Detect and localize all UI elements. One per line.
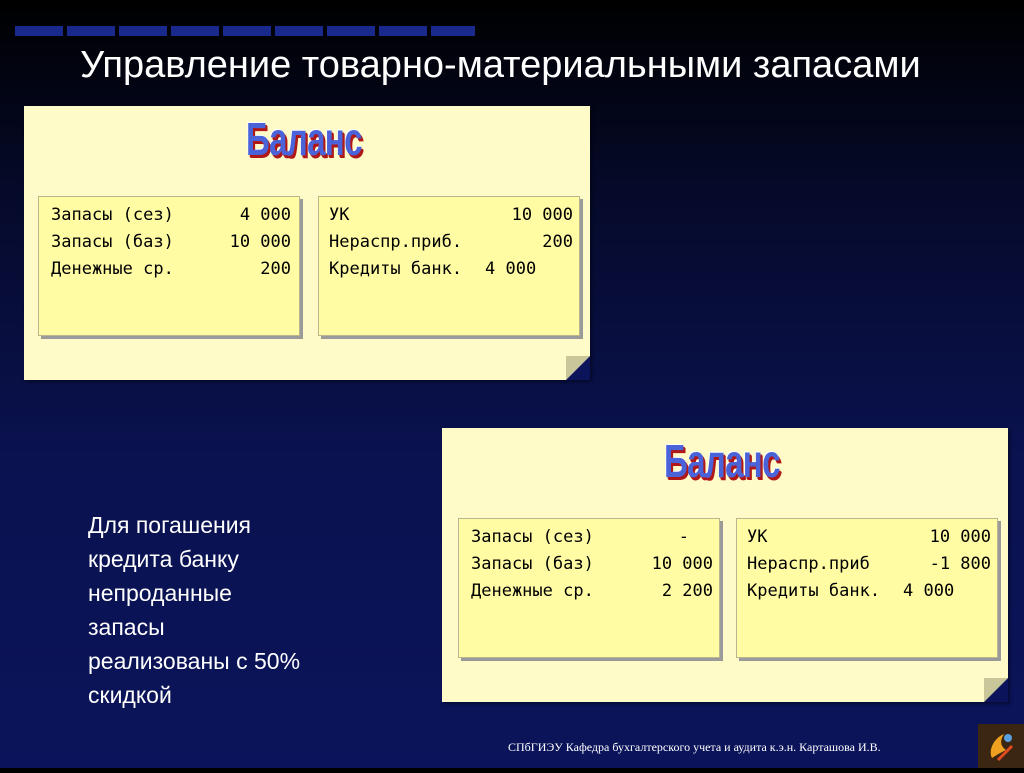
description-text <box>88 508 388 712</box>
description-line: запасы <box>88 614 165 640</box>
top-bar <box>275 26 323 36</box>
asset-label: Запасы (баз) <box>51 232 174 252</box>
page-title: Управление товарно-материальными запасами <box>80 44 921 86</box>
description-line: реализованы с 50% <box>88 648 301 674</box>
liabilities-card <box>318 196 580 336</box>
balance-note-before <box>24 106 590 380</box>
page-curl-shade <box>566 356 590 380</box>
liability-label: Кредиты банк. <box>747 581 881 601</box>
asset-label: Денежные ср. <box>51 259 174 279</box>
asset-label: Денежные ср. <box>471 581 594 601</box>
balance-heading: Баланс <box>664 435 780 487</box>
top-bar <box>327 26 375 36</box>
asset-value: - <box>678 527 689 547</box>
top-bar <box>431 26 475 36</box>
liability-value: 10 000 <box>929 527 991 547</box>
liability-value: 4 000 <box>903 581 955 601</box>
liability-value: -1 800 <box>929 554 991 574</box>
page-curl-shade <box>984 678 1008 702</box>
liability-value: 4 000 <box>485 259 537 279</box>
top-bar <box>119 26 167 36</box>
liabilities-card <box>736 518 998 658</box>
description-line: кредита банку <box>88 546 239 572</box>
top-bar <box>379 26 427 36</box>
liability-label: Нераспр.приб. <box>329 232 463 252</box>
liability-label: Нераспр.приб <box>747 554 870 574</box>
decorative-top-bars <box>15 26 475 36</box>
asset-label: Запасы (сез) <box>471 527 594 547</box>
asset-label: Запасы (сез) <box>51 205 174 225</box>
liability-label: УК <box>747 527 768 547</box>
asset-value: 4 000 <box>239 205 291 225</box>
university-logo <box>978 724 1024 768</box>
balance-heading: Баланс <box>246 113 362 165</box>
liability-label: УК <box>329 205 350 225</box>
asset-value: 10 000 <box>229 232 291 252</box>
logo-icon <box>978 724 1024 768</box>
liability-value: 10 000 <box>511 205 573 225</box>
description-line: непроданные <box>88 580 232 606</box>
asset-value: 2 200 <box>661 581 713 601</box>
liability-value: 200 <box>542 232 573 252</box>
top-bar <box>67 26 115 36</box>
asset-label: Запасы (баз) <box>471 554 594 574</box>
top-bar <box>15 26 63 36</box>
assets-card <box>458 518 720 658</box>
asset-value: 200 <box>260 259 291 279</box>
liability-label: Кредиты банк. <box>329 259 463 279</box>
asset-value: 10 000 <box>651 554 713 574</box>
balance-note-after <box>442 428 1008 702</box>
top-bar <box>171 26 219 36</box>
description-line: Для погашения <box>88 512 252 538</box>
footer-credits: СПбГИЭУ Кафедра бухгалтерского учета и аудита к.э.н. Карташова И.В. <box>508 740 881 754</box>
description-line: скидкой <box>88 682 172 708</box>
assets-card <box>38 196 300 336</box>
top-bar <box>223 26 271 36</box>
